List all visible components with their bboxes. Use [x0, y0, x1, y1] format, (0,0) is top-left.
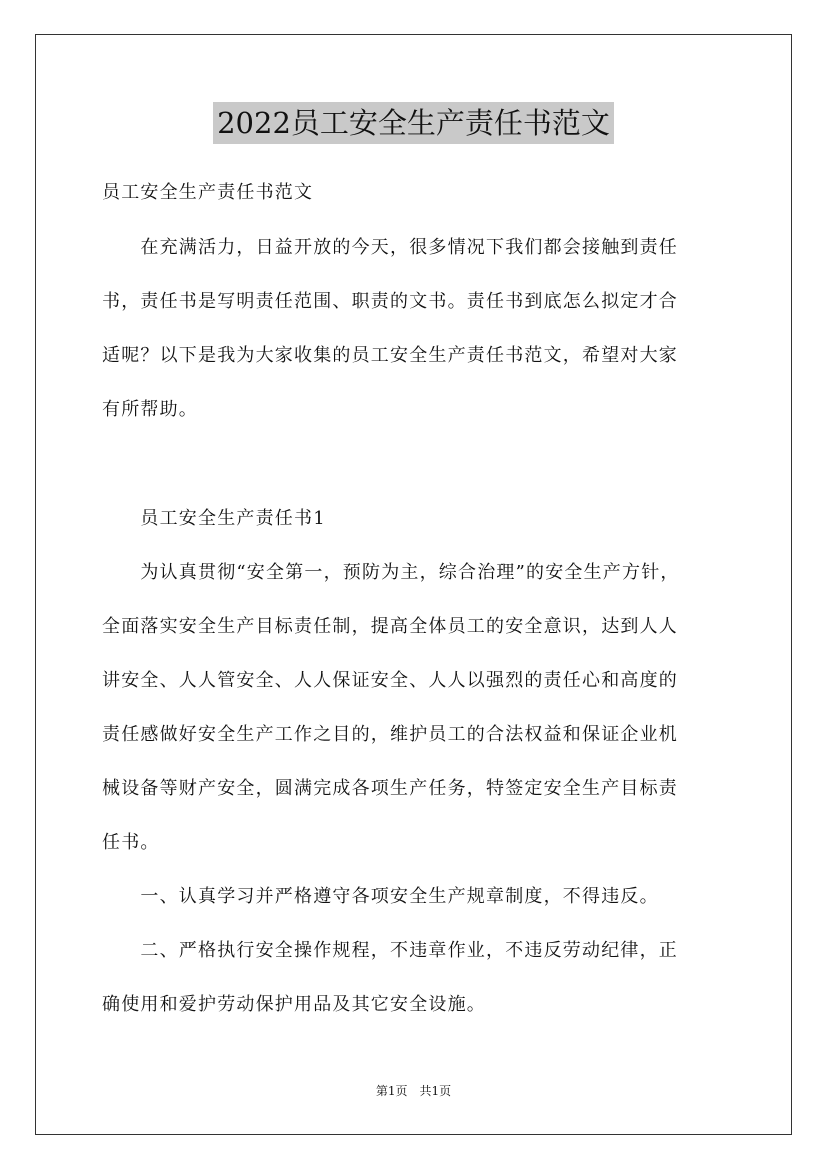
text-line: 在充满活力，日益开放的今天，很多情况下我们都会接触到责任 [102, 237, 678, 258]
text-line: 一、认真学习并严格遵守各项安全生产规章制度，不得违反。 [102, 886, 659, 907]
text-line: 讲安全、人人管安全、人人保证安全、人人以强烈的责任心和高度的 [102, 670, 678, 691]
text-line: 确使用和爱护劳动保护用品及其它安全设施。 [102, 994, 486, 1015]
text-line: 任书。 [102, 832, 160, 853]
section-heading: 员工安全生产责任书1 [102, 508, 326, 529]
text-line: 适呢？以下是我为大家收集的员工安全生产责任书范文，希望对大家 [102, 345, 678, 366]
text-line: 二、严格执行安全操作规程，不违章作业，不违反劳动纪律，正 [102, 940, 678, 961]
text-line: 械设备等财产安全，圆满完成各项生产任务，特签定安全生产目标责 [102, 778, 678, 799]
title-container [0, 102, 827, 144]
text-line: 责任感做好安全生产工作之目的，维护员工的合法权益和保证企业机 [102, 724, 678, 745]
page-footer: 第1页 共1页 [375, 1084, 452, 1098]
text-line: 书，责任书是写明责任范围、职责的文书。责任书到底怎么拟定才合 [102, 291, 678, 312]
text-line: 全面落实安全生产目标责任制，提高全体员工的安全意识，达到人人 [102, 616, 678, 637]
text-line: 为认真贯彻“安全第一，预防为主，综合治理”的安全生产方针， [102, 562, 680, 583]
text-line: 员工安全生产责任书范文 [102, 182, 314, 203]
text-line: 有所帮助。 [102, 399, 198, 420]
document-title: 2022员工安全生产责任书范文 [213, 102, 614, 144]
